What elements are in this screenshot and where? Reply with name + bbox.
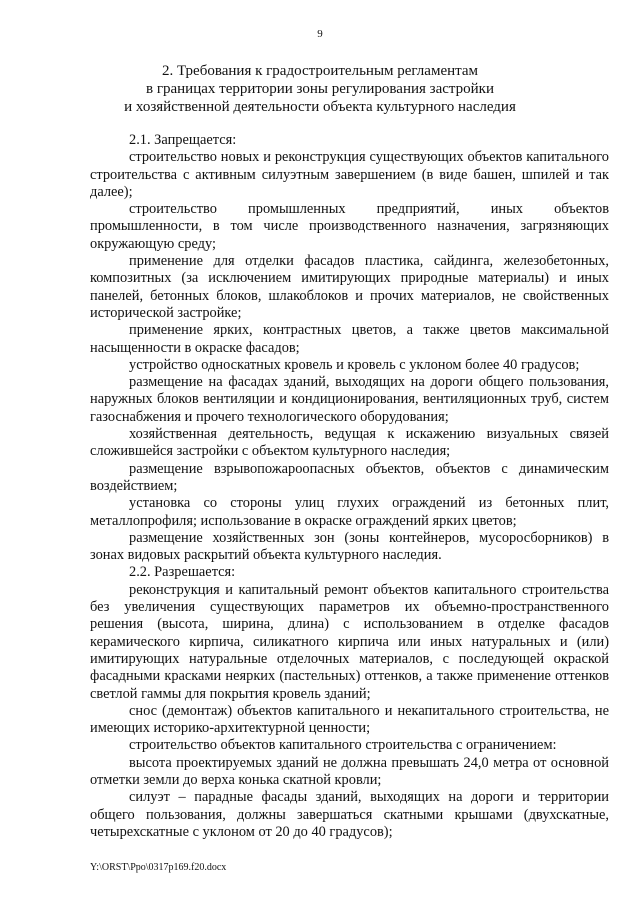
subsection-title: 2.1. Запрещается:	[129, 132, 237, 148]
list-item: снос (демонтаж) объектов капитального и некапитального строительства, не имеющих историко-архитектурной ценности;	[90, 702, 609, 737]
list-item: силуэт – парадные фасады зданий, выходящих на дороги и территории общего пользования, должны завершаться скатными крышами (двухскатные, четырехскатные с уклоном от 20 до 40 градусов);	[90, 789, 609, 840]
list-item: реконструкция и капитальный ремонт объектов капитального строительства без увеличения существующих параметров их объемно-пространственного решения (высота, ширина, длина) с использованием в отделке фасадов керамического кирпича, силикатного кирпича или иных натуральных и (или) имитирующих натуральные отделочных материалов, с последующей окраской фасадными красками неярких (пастельных) оттенков, а также применение оттенков светлой гаммы для покрытия кровель зданий;	[90, 581, 609, 702]
list-item: размещение хозяйственных зон (зоны контейнеров, мусоросборников) в зонах видовых раскрытий объекта культурного наследия.	[90, 529, 609, 564]
list-item: высота проектируемых зданий не должна превышать 24,0 метра от основной отметки земли до верха конька скатной кровли;	[90, 754, 609, 788]
list-item: применение для отделки фасадов пластика, сайдинга, железобетонных, композитных (за исключением имитирующих природные материалы) и иных панелей, бетонных блоков, шлакоблоков и прочих материалов, не свойственных исторической застройке;	[90, 253, 609, 321]
list-item: применение ярких, контрастных цветов, а также цветов максимальной насыщенности в окраске фасадов;	[90, 322, 609, 356]
list-item: строительство промышленных предприятий, иных объектов промышленности, в том числе производственного назначения, загрязняющих окружающую среду;	[90, 201, 609, 252]
list-item: хозяйственная деятельность, ведущая к искажению визуальных связей сложившейся застройки с объектом культурного наследия;	[90, 426, 609, 460]
page-number: 9	[317, 28, 323, 40]
list-item: установка со стороны улиц глухих ограждений из бетонных плит, металлопрофиля; использование в окраске ограждений ярких цветов;	[90, 495, 609, 529]
subsection-title: 2.2. Разрешается:	[129, 564, 236, 581]
heading-line: 2. Требования к градостроительным регламентам	[161, 63, 479, 79]
list-item: устройство односкатных кровель и кровель с уклоном более 40 градусов;	[129, 356, 580, 373]
list-item: размещение взрывопожароопасных объектов, объектов с динамическим воздействием;	[90, 460, 609, 494]
document-body	[90, 132, 609, 841]
heading-line: и хозяйственной деятельности объекта культурного наследия	[124, 99, 516, 115]
list-item: размещение на фасадах зданий, выходящих на дороги общего пользования, наружных блоков вентиляции и кондиционирования, вентиляционных труб, систем газоснабжения и прочего технологического оборудования;	[90, 374, 609, 425]
list-item: строительство новых и реконструкция существующих объектов капитального строительства с активным силуэтным завершением (в виде башен, шпилей и так далее);	[90, 149, 609, 200]
heading-line: в границах территории зоны регулирования застройки	[146, 81, 494, 97]
section-heading	[90, 62, 550, 116]
list-item: строительство объектов капитального строительства с ограничением:	[129, 737, 557, 754]
file-path-footer: Y:\ORST\Ppo\0317p169.f20.docx	[90, 862, 227, 873]
